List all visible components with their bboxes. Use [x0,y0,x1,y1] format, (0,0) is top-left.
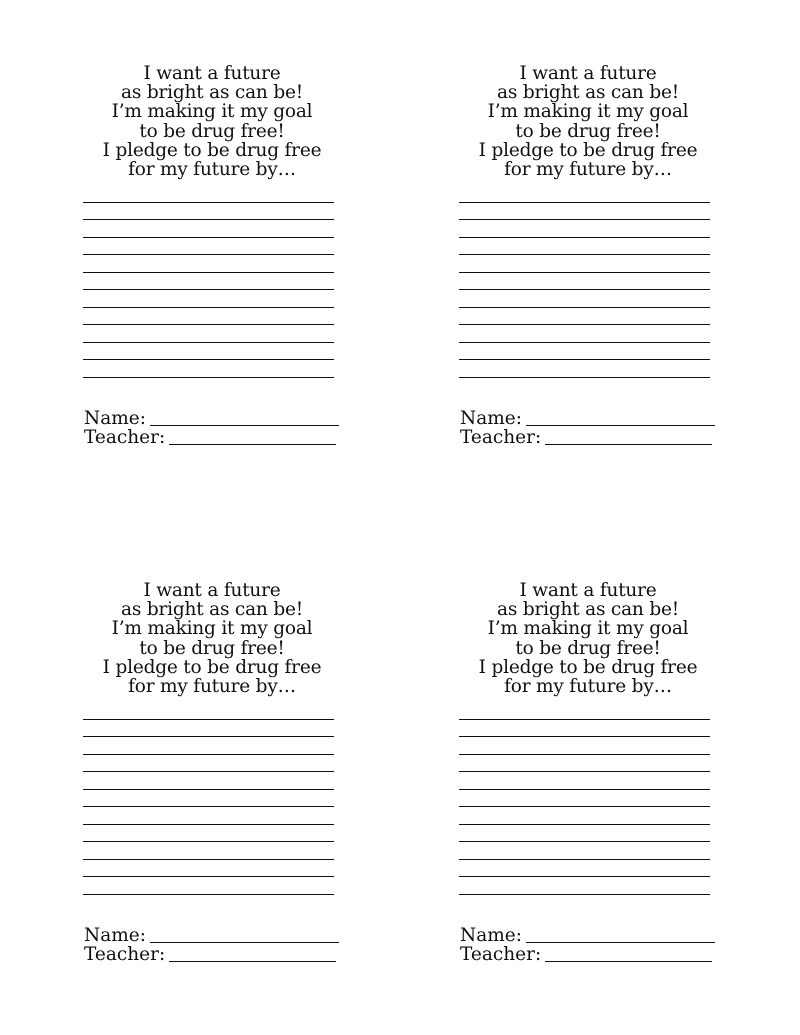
poem-line: as bright as can be! [121,82,303,104]
name-blank[interactable] [526,409,715,426]
poem-line: as bright as can be! [497,82,679,104]
blank-line [459,220,710,238]
blank-line [83,220,334,238]
blank-line [459,238,710,256]
blank-line [459,185,710,203]
poem-line: for my future by… [504,159,672,181]
blank-line [459,702,710,720]
blank-line [83,185,334,203]
blank-line [459,772,710,790]
poem-line: to be drug free! [139,120,285,142]
blank-line [83,325,334,343]
blank-line [83,238,334,256]
pledge-writing-area[interactable] [83,702,334,895]
teacher-label: Teacher: [460,944,542,965]
blank-line [459,860,710,878]
blank-line [459,308,710,326]
blank-line [459,325,710,343]
pledge-writing-area[interactable] [83,185,334,378]
blank-line [459,203,710,221]
name-label: Name: [84,925,146,946]
blank-line [459,825,710,843]
poem-line: to be drug free! [515,637,661,659]
poem-line: I pledge to be drug free [478,139,698,161]
pledge-poem [82,64,342,179]
blank-line [83,825,334,843]
teacher-blank[interactable] [169,428,336,445]
blank-line [83,290,334,308]
blank-line [83,737,334,755]
pledge-card-top-left [82,63,342,448]
poem-line: I’m making it my goal [111,618,313,640]
blank-line [83,255,334,273]
blank-line [459,807,710,825]
teacher-blank[interactable] [545,428,712,445]
teacher-field [460,945,712,965]
blank-line [459,290,710,308]
blank-line [459,343,710,361]
name-blank[interactable] [150,926,339,943]
teacher-field [460,428,712,448]
blank-line [459,877,710,895]
blank-line [83,772,334,790]
pledge-card-bottom-left [82,580,342,965]
poem-line: as bright as can be! [497,599,679,621]
name-field [460,926,715,946]
blank-line [459,755,710,773]
teacher-field [84,428,336,448]
poem-line: I want a future [143,63,281,84]
blank-line [83,877,334,895]
blank-line [83,308,334,326]
blank-line [459,790,710,808]
poem-line: I’m making it my goal [111,101,313,123]
blank-line [83,720,334,738]
poem-line: I pledge to be drug free [102,656,322,678]
blank-line [83,755,334,773]
poem-line: for my future by… [128,676,296,698]
blank-line [459,360,710,378]
blank-line [83,702,334,720]
blank-line [83,860,334,878]
poem-line: for my future by… [128,159,296,181]
poem-line: I want a future [519,580,657,601]
name-blank[interactable] [526,926,715,943]
poem-line: I’m making it my goal [487,618,689,640]
name-label: Name: [84,408,146,429]
name-label: Name: [460,408,522,429]
blank-line [83,360,334,378]
poem-line: to be drug free! [515,120,661,142]
pledge-card-bottom-right [458,580,718,965]
pledge-poem [82,581,342,696]
blank-line [459,273,710,291]
poem-line: I want a future [143,580,281,601]
pledge-writing-area[interactable] [459,702,710,895]
pledge-poem [458,581,718,696]
blank-line [459,737,710,755]
name-label: Name: [460,925,522,946]
poem-line: to be drug free! [139,637,285,659]
teacher-blank[interactable] [545,945,712,962]
blank-line [459,720,710,738]
poem-line: I want a future [519,63,657,84]
pledge-poem [458,64,718,179]
pledge-card-top-right [458,63,718,448]
blank-line [459,842,710,860]
blank-line [83,790,334,808]
blank-line [83,203,334,221]
teacher-blank[interactable] [169,945,336,962]
name-field [84,926,339,946]
teacher-field [84,945,336,965]
blank-line [83,807,334,825]
poem-line: I’m making it my goal [487,101,689,123]
blank-line [83,273,334,291]
teacher-label: Teacher: [84,427,166,448]
poem-line: I pledge to be drug free [102,139,322,161]
blank-line [459,255,710,273]
teacher-label: Teacher: [84,944,166,965]
poem-line: for my future by… [504,676,672,698]
teacher-label: Teacher: [460,427,542,448]
name-field [460,409,715,429]
blank-line [83,343,334,361]
pledge-writing-area[interactable] [459,185,710,378]
name-blank[interactable] [150,409,339,426]
name-field [84,409,339,429]
blank-line [83,842,334,860]
poem-line: as bright as can be! [121,599,303,621]
poem-line: I pledge to be drug free [478,656,698,678]
